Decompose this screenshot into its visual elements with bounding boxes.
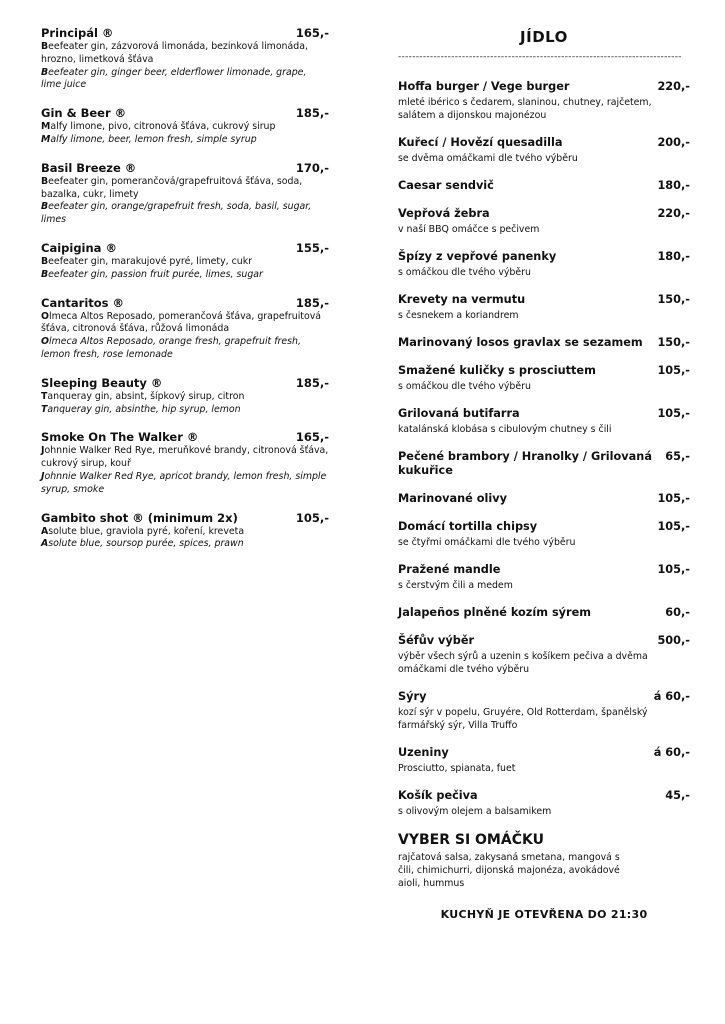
drink-header xyxy=(41,296,329,310)
sauce-title: VYBER SI OMÁČKU xyxy=(398,832,544,848)
food-price: 500,- xyxy=(657,634,690,647)
drink-name: Cantaritos ® xyxy=(41,295,125,310)
drink-description-en: Beefeater gin, ginger beer, elderflower limonade, grape, lime juice xyxy=(41,66,307,91)
food-price: 150,- xyxy=(657,336,690,349)
drink-name: Principál ® xyxy=(41,26,114,40)
drink-name: Sleeping Beauty ® xyxy=(41,375,163,390)
food-name: Grilovaná butifarra xyxy=(398,407,520,420)
drink-description: Olmeca Altos Reposado, pomerančová šťáva, grapefruitová šťáva, citronová šťáva, růžová limonáda xyxy=(41,310,322,335)
food-header xyxy=(398,136,690,150)
drink-description: Malfy limone, pivo, citronová šťáva, cukrový sirup xyxy=(41,121,276,133)
food-header xyxy=(398,492,690,506)
food-price: 105,- xyxy=(657,407,690,420)
food-name: Uzeniny xyxy=(398,746,449,759)
kitchen-hours-note: KUCHYŇ JE OTEVŘENA DO 21:30 xyxy=(440,908,648,921)
food-price: 65,- xyxy=(665,450,690,463)
drink-item xyxy=(41,376,329,417)
food-price: 220,- xyxy=(657,80,690,93)
drink-header xyxy=(41,376,329,390)
drinks-column xyxy=(41,26,329,565)
drink-price: 185,- xyxy=(295,295,329,310)
food-name: Šéfův výběr xyxy=(398,634,475,647)
drink-header xyxy=(41,106,329,120)
food-description: s čerstvým čili a medem xyxy=(398,580,513,591)
food-item xyxy=(398,563,690,592)
drinks-list xyxy=(41,26,329,551)
food-item xyxy=(398,293,690,322)
drink-price: 165,- xyxy=(295,430,329,445)
drink-header xyxy=(41,161,329,175)
drink-name: Caipigina ® xyxy=(41,240,117,255)
food-description: se čtyřmi omáčkami dle tvého výběru xyxy=(398,537,576,548)
drink-description: Beefeater gin, zázvorová limonáda, bezinková limonáda, hrozno, limetková šťáva xyxy=(41,41,308,65)
drink-header xyxy=(41,430,329,444)
food-item xyxy=(398,492,690,506)
food-item xyxy=(398,136,690,165)
food-name: Sýry xyxy=(398,690,427,703)
food-header xyxy=(398,450,690,478)
food-name: Krevety na vermutu xyxy=(398,293,526,306)
drink-item xyxy=(41,161,329,227)
food-header xyxy=(398,746,690,760)
drink-description: Beefeater gin, pomerančová/grapefruitová šťáva, soda, bazalka, cukr, limety xyxy=(41,175,303,200)
food-item xyxy=(398,690,690,732)
food-name: Vepřová žebra xyxy=(398,207,490,220)
food-name: Pražené mandle xyxy=(398,563,501,576)
food-price: 180,- xyxy=(657,250,690,263)
food-item xyxy=(398,80,690,122)
food-description: s omáčkou dle tvého výběru xyxy=(398,267,531,278)
food-price: 220,- xyxy=(657,207,690,220)
drink-item xyxy=(41,430,329,496)
drink-price: 105,- xyxy=(295,510,329,525)
drink-description: Tanqueray gin, absint, šípkový sirup, citron xyxy=(41,390,245,402)
drink-description-en: Asolute blue, soursop purée, spices, prawn xyxy=(41,538,244,550)
food-name: Smažené kuličky s prosciuttem xyxy=(398,364,596,377)
drink-name: Gin & Beer ® xyxy=(41,106,127,121)
food-header xyxy=(398,520,690,534)
food-description: katalánská klobása s cibulovým chutney s čili xyxy=(398,424,612,435)
drink-price: 185,- xyxy=(295,375,329,390)
drink-description-en: Malfy limone, beer, lemon fresh, simple syrup xyxy=(41,133,257,145)
food-item xyxy=(398,364,690,393)
food-price: 200,- xyxy=(657,136,690,149)
food-description: s česnekem a koriandrem xyxy=(398,310,519,321)
food-description: výběr všech sýrů a uzenin s košíkem pečiva a dvěma omáčkami dle tvého výběru xyxy=(398,651,648,675)
drink-price: 155,- xyxy=(295,240,329,255)
drink-description: Asolute blue, graviola pyré, koření, kreveta xyxy=(41,525,245,537)
food-name: Pečené brambory / Hranolky / Grilovaná kukuřice xyxy=(398,450,652,477)
drink-item xyxy=(41,241,329,282)
food-price: á 60,- xyxy=(653,690,690,703)
drink-item xyxy=(41,511,329,552)
drink-name: Basil Breeze ® xyxy=(41,160,137,175)
food-header xyxy=(398,250,690,264)
drink-header xyxy=(41,511,329,525)
food-description: kozí sýr v popelu, Gruyére, Old Rotterdam, španělský farmářský sýr, Villa Truffo xyxy=(398,707,648,731)
food-price: 105,- xyxy=(657,563,690,576)
food-price: á 60,- xyxy=(653,746,690,759)
food-header xyxy=(398,336,690,350)
food-item xyxy=(398,450,690,478)
drink-item xyxy=(41,296,329,362)
food-price: 105,- xyxy=(657,364,690,377)
food-item xyxy=(398,520,690,549)
food-item xyxy=(398,250,690,279)
food-price: 180,- xyxy=(657,179,690,192)
food-description: se dvěma omáčkami dle tvého výběru xyxy=(398,153,578,164)
food-header xyxy=(398,690,690,704)
food-name: Jalapeños plněné kozím sýrem xyxy=(398,606,592,619)
food-header xyxy=(398,80,690,94)
food-header xyxy=(398,563,690,577)
food-description: Prosciutto, spianata, fuet xyxy=(398,763,516,774)
food-description: s omáčkou dle tvého výběru xyxy=(398,381,531,392)
drink-name: Smoke On The Walker ® xyxy=(41,430,199,445)
drink-description-en: Johnnie Walker Red Rye, apricot brandy, lemon fresh, simple syrup, smoke xyxy=(41,470,327,495)
food-price: 105,- xyxy=(657,520,690,533)
drink-description-en: Tanqueray gin, absinthe, hip syrup, lemon xyxy=(41,403,241,415)
food-header xyxy=(398,364,690,378)
food-price: 45,- xyxy=(665,789,690,802)
food-section-title: JÍDLO xyxy=(520,28,568,46)
food-item xyxy=(398,634,690,676)
food-item xyxy=(398,746,690,775)
drink-item xyxy=(41,106,329,147)
food-name: Marinované olivy xyxy=(398,492,507,505)
food-name: Špízy z vepřové panenky xyxy=(398,250,557,263)
drink-description-en: Olmeca Altos Reposado, orange fresh, grapefruit fresh, lemon fresh, rose lemonade xyxy=(41,336,301,360)
food-price: 60,- xyxy=(665,606,690,619)
food-header xyxy=(398,634,690,648)
food-item xyxy=(398,207,690,236)
food-item xyxy=(398,336,690,350)
drink-description-en: Beefeater gin, passion fruit purée, limes, sugar xyxy=(41,268,263,280)
food-header xyxy=(398,606,690,620)
food-item xyxy=(398,606,690,620)
drink-item xyxy=(41,26,329,92)
drink-header xyxy=(41,241,329,255)
food-header xyxy=(398,789,690,803)
food-item xyxy=(398,179,690,193)
drink-description: Beefeater gin, marakujové pyré, limety, cukr xyxy=(41,255,252,267)
drink-description-en: Beefeater gin, orange/grapefruit fresh, soda, basil, sugar, limes xyxy=(41,201,312,226)
food-description: mleté ibérico s čedarem, slaninou, chutney, rajčetem, salátem a dijonskou majonézou xyxy=(398,97,652,121)
food-name: Hoffa burger / Vege burger xyxy=(398,80,570,93)
food-item xyxy=(398,407,690,436)
drink-name: Gambito shot ® (minimum 2x) xyxy=(41,510,238,525)
food-list xyxy=(398,80,690,818)
drink-price: 165,- xyxy=(295,26,329,40)
food-name: Domácí tortilla chipsy xyxy=(398,520,538,533)
drink-price: 185,- xyxy=(295,106,329,121)
food-header xyxy=(398,179,690,193)
food-name: Kuřecí / Hovězí quesadilla xyxy=(398,136,563,149)
drink-header xyxy=(41,26,329,40)
drink-description: Johnnie Walker Red Rye, meruňkové brandy, citronová šťáva, cukrový sirup, kouř xyxy=(41,445,329,470)
food-name: Košík pečiva xyxy=(398,789,478,802)
food-name: Caesar sendvič xyxy=(398,179,494,192)
food-column xyxy=(398,26,690,921)
food-name: Marinovaný losos gravlax se sezamem xyxy=(398,336,643,349)
food-header xyxy=(398,407,690,421)
food-description: v naší BBQ omáčce s pečivem xyxy=(398,224,540,235)
sauce-description: rajčatová salsa, zakysaná smetana, mangová s čili, chimichurri, dijonská majonéza, avokádové aioli, hummus xyxy=(398,852,620,889)
food-header xyxy=(398,207,690,221)
food-item xyxy=(398,789,690,818)
food-price: 105,- xyxy=(657,492,690,505)
food-description: s olivovým olejem a balsamikem xyxy=(398,806,552,817)
food-header xyxy=(398,293,690,307)
drink-price: 170,- xyxy=(295,160,329,175)
section-divider: -------------------------------------------------------------------------------- xyxy=(398,52,682,62)
food-price: 150,- xyxy=(657,293,690,306)
